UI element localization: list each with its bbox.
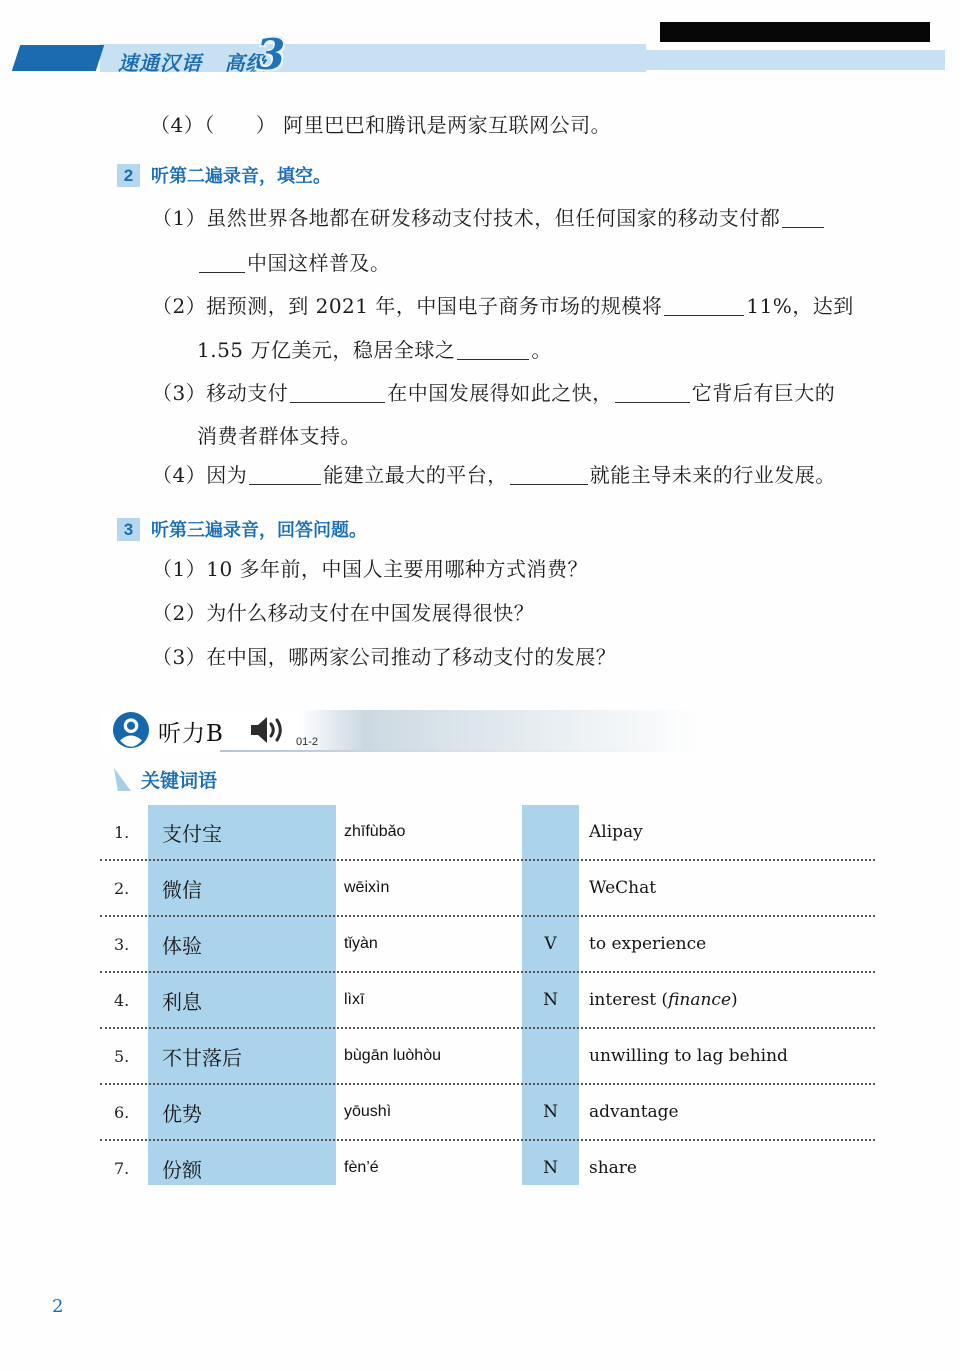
pinyin: fèn’é [344,1159,379,1176]
gloss-text: unwilling to lag behind [589,1046,788,1066]
redaction-bar [660,22,930,42]
gloss-text: advantage [589,1102,679,1122]
header-corner-shape [12,45,104,71]
item-number: （1） [152,206,207,230]
hanzi: 份额 [162,1157,202,1182]
hanzi: 不甘落后 [162,1045,242,1070]
e2-item1-line1 [152,205,826,231]
english-gloss [579,822,875,842]
item-text: 因为 [206,463,248,487]
part-of-speech: N [543,1158,558,1178]
keywords-label: 关键词语 [141,771,218,792]
english-gloss [579,934,875,954]
gloss-text: WeChat [589,878,657,898]
e3-question-3: （3）在中国，哪两家公司推动了移动支付的发展？ [152,645,617,669]
pinyin: zhīfùbǎo [344,823,406,840]
gloss-text: interest ( [589,990,669,1010]
vocab-row [100,861,875,917]
vocab-row [100,1141,875,1195]
item-text: 1.55 万亿美元，稳居全球之 [197,338,456,362]
item-number: （4） [150,113,205,137]
exercise2-number-chip: 2 [117,164,140,187]
english-gloss [579,990,875,1010]
fill-in-blank [510,466,588,485]
vocab-row [100,973,875,1029]
vocab-row [100,805,875,861]
item-text: 中国这样普及。 [247,251,391,275]
vocab-row [100,917,875,973]
fill-in-blank [290,384,385,403]
english-gloss [579,1046,875,1066]
item-text: 据预测，到 2021 年，中国电子商务市场的规模将 [206,294,663,318]
series-title: 速通汉语 [118,53,202,75]
listening-b-title: 听力B [158,721,224,747]
part-of-speech: V [544,934,557,954]
hanzi: 体验 [162,933,202,958]
item-text: 虽然世界各地都在研发移动支付技术，但任何国家的移动支付都 [206,206,781,230]
pinyin: wēixìn [344,879,390,896]
pinyin: bùgān luòhòu [344,1047,441,1064]
item-text: 11%，达到 [746,294,854,318]
row-number: 3. [114,934,130,954]
person-listening-icon [112,711,150,749]
e2-item4 [152,462,836,488]
row-number: 6. [114,1102,130,1122]
audio-track-label: 01-2 [296,736,319,748]
book-title [118,47,267,76]
hanzi: 优势 [162,1101,202,1126]
hanzi: 利息 [162,989,202,1014]
exercise2-title: 听第二遍录音，填空。 [151,166,331,186]
item-number: （3） [152,381,207,405]
fill-in-blank [457,341,529,360]
english-gloss [579,1158,875,1178]
item-text: 在中国发展得如此之快， [387,381,613,405]
row-number: 7. [114,1158,130,1178]
e2-item3-line1 [152,380,835,406]
e3-question-1: （1）10 多年前，中国人主要用哪种方式消费？ [152,557,589,581]
exercise3-number-chip: 3 [117,518,140,541]
fill-in-blank [249,466,321,485]
vocab-row [100,1085,875,1141]
gloss-text: share [589,1158,637,1178]
row-number: 4. [114,990,130,1010]
e2-item1-line2 [197,250,391,276]
item-text: 。 [531,338,552,362]
tf-item-4 [150,112,611,138]
item-text: 阿里巴巴和腾讯是两家互联网公司。 [283,113,612,137]
english-gloss [579,1102,875,1122]
volume-number: 3 [256,30,286,79]
keywords-heading [114,766,217,793]
row-number: 2. [114,878,130,898]
part-of-speech: N [543,1102,558,1122]
pinyin: lìxī [344,991,365,1008]
row-number: 1. [114,822,130,842]
listening-b-header [100,710,700,750]
vocab-row [100,1029,875,1085]
exercise2-heading [117,162,331,188]
answer-paren: （ ） [204,113,277,137]
hanzi: 支付宝 [162,821,222,846]
gloss-suffix: ) [731,990,738,1010]
english-gloss [579,878,875,898]
level-label: 高级 [224,53,267,75]
row-number: 5. [114,1046,130,1066]
item-text: 移动支付 [206,381,289,405]
gloss-text: Alipay [589,822,643,842]
vocabulary-table [100,805,875,1185]
e3-question-2: （2）为什么移动支付在中国发展得很快？ [152,601,535,625]
fill-in-blank [615,384,690,403]
fill-in-blank [664,297,744,316]
exercise3-title: 听第三遍录音，回答问题。 [151,520,367,540]
gloss-italic: finance [668,990,732,1010]
triangle-marker-icon [114,768,131,791]
item-text: 消费者群体支持。 [197,424,361,448]
header-banner-right [646,50,945,70]
item-number: （2） [152,294,207,318]
speaker-icon [250,715,288,749]
e2-item2-line2 [197,337,552,363]
exercise3-heading [117,516,367,542]
e2-item3-line2 [197,423,361,449]
part-of-speech: N [543,990,558,1010]
item-text: 它背后有巨大的 [691,381,836,405]
item-text: 就能主导未来的行业发展。 [589,463,836,487]
fill-in-blank [782,209,824,228]
e2-item2-line1 [152,293,854,319]
pinyin: yōushì [344,1103,392,1120]
item-number: （4） [152,463,207,487]
gloss-text: to experience [589,934,707,954]
hanzi: 微信 [162,877,202,902]
page-number: 2 [52,1296,64,1317]
pinyin: tǐyàn [344,935,378,952]
fill-in-blank [199,254,245,273]
item-text: 能建立最大的平台， [323,463,508,487]
